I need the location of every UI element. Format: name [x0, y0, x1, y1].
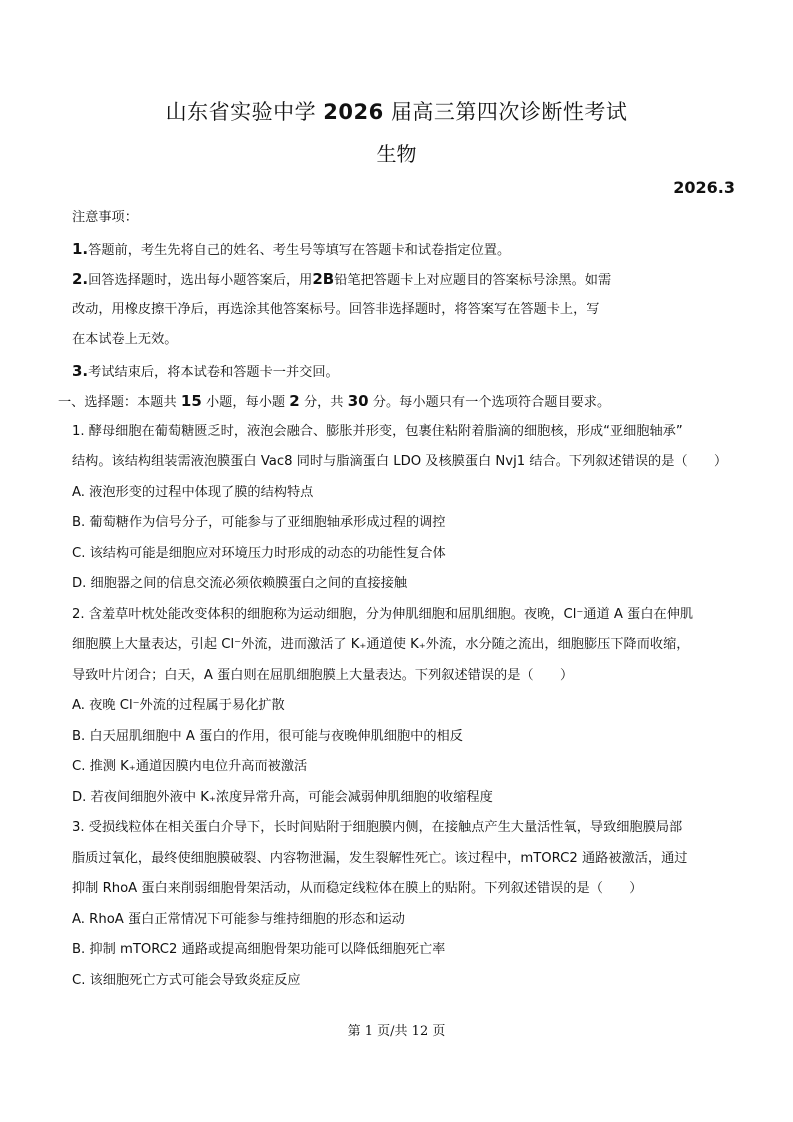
note-2-line-3: 在本试卷上无效。 — [72, 332, 178, 347]
q1-option-b: B. 葡萄糖作为信号分子，可能参与了亚细胞轴承形成过程的调控 — [72, 515, 446, 530]
q1-stem-line-2: 结构。该结构组装需液泡膜蛋白 Vac8 同时与脂滴蛋白 LDO 及核膜蛋白 Nvj1 结合。下列叙述错误的是（ ） — [72, 454, 728, 469]
subject-title: 生物 — [376, 142, 417, 166]
note-2-line-1 — [72, 264, 737, 295]
q1-option-d: D. 细胞器之间的信息交流必须依赖膜蛋白之间的直接接触 — [72, 576, 408, 591]
q2-stem-line-3: 导致叶片闭合；白天，A 蛋白则在屈肌细胞膜上大量表达。下列叙述错误的是（ ） — [72, 667, 574, 683]
q1-option-a: A. 液泡形变的过程中体现了膜的结构特点 — [72, 484, 314, 500]
note-3 — [72, 356, 737, 387]
page-footer: 第 1 页/共 12 页 — [347, 1024, 446, 1039]
note-3-number: 3. — [72, 361, 89, 380]
note-2-text-b: 铅笔把答题卡上对应题目的答案标号涂黑。如需 — [334, 273, 612, 288]
q3-stem-line-1: 3. 受损线粒体在相关蛋白介导下，长时间贴附于细胞膜内侧，在接触点产生大量活性氧，导致细胞膜局部 — [72, 820, 683, 835]
notes-heading: 注意事项： — [72, 210, 138, 225]
q3-option-a: A. RhoA 蛋白正常情况下可能参与维持细胞的形态和运动 — [72, 911, 405, 927]
section-text-d: 分。每小题只有一个选项符合题目要求。 — [372, 395, 611, 410]
q2-option-d: D. 若夜间细胞外液中 K₊浓度异常升高，可能会减弱伸肌细胞的收缩程度 — [72, 789, 493, 805]
note-2-pencil: 2B — [312, 270, 335, 288]
q1-option-c: C. 该结构可能是细胞应对环境压力时形成的动态的功能性复合体 — [72, 545, 446, 561]
section-question-count: 15 — [180, 392, 202, 410]
section-text-a: 一、选择题：本题共 — [58, 395, 177, 410]
q3-stem-line-3: 抑制 RhoA 蛋白来削弱细胞骨架活动，从而稳定线粒体在膜上的贴附。下列叙述错误的是（ ） — [72, 881, 643, 896]
q2-stem-line-2: 细胞膜上大量表达，引起 Cl⁻外流，进而激活了 K₊通道使 K₊外流，水分随之流出，细胞膨压下降而收缩， — [72, 637, 690, 652]
q2-option-b: B. 白天屈肌细胞中 A 蛋白的作用，很可能与夜晚伸肌细胞中的相反 — [72, 728, 463, 744]
q1-stem-line-1: 1. 酵母细胞在葡萄糖匮乏时，液泡会融合、膨胀并形变，包裹住粘附着脂滴的细胞核，形成“亚细胞轴承” — [72, 423, 683, 439]
note-2-text-a: 回答选择题时，选出每小题答案后，用 — [88, 273, 313, 288]
section-points-each: 2 — [289, 392, 300, 410]
q2-stem-line-1: 2. 含羞草叶枕处能改变体积的细胞称为运动细胞，分为伸肌细胞和屈肌细胞。夜晚，Cl⁻通道 A 蛋白在伸肌 — [72, 606, 694, 622]
section-heading — [58, 386, 737, 417]
note-1 — [72, 234, 737, 265]
exam-title — [0, 96, 793, 126]
exam-body — [58, 203, 737, 996]
title-school: 山东省实验中学 — [165, 100, 317, 124]
title-exam-name: 届高三第四次诊断性考试 — [390, 100, 628, 124]
q3-stem-line-2: 脂质过氧化，最终使细胞膜破裂、内容物泄漏，发生裂解性死亡。该过程中，mTORC2 通路被激活，通过 — [72, 850, 688, 866]
note-1-number: 1. — [72, 239, 89, 258]
section-text-b: 小题，每小题 — [205, 395, 286, 410]
section-text-c: 分，共 — [303, 395, 344, 410]
note-2-line-2: 改动，用橡皮擦干净后，再选涂其他答案标号。回答非选择题时，将答案写在答题卡上，写 — [72, 301, 600, 317]
note-3-text: 考试结束后，将本试卷和答题卡一并交回。 — [88, 364, 339, 380]
q3-option-b: B. 抑制 mTORC2 通路或提高细胞骨架功能可以降低细胞死亡率 — [72, 942, 446, 957]
q2-option-c: C. 推测 K₊通道因膜内电位升高而被激活 — [72, 759, 308, 774]
note-1-text: 答题前，考生先将自己的姓名、考生号等填写在答题卡和试卷指定位置。 — [88, 242, 511, 258]
q3-option-c: C. 该细胞死亡方式可能会导致炎症反应 — [72, 972, 301, 988]
section-total-points: 30 — [347, 392, 369, 410]
note-2-number: 2. — [72, 270, 89, 288]
q2-option-a: A. 夜晚 Cl⁻外流的过程属于易化扩散 — [72, 698, 285, 713]
title-year: 2026 — [323, 100, 384, 124]
exam-date: 2026.3 — [673, 178, 735, 197]
